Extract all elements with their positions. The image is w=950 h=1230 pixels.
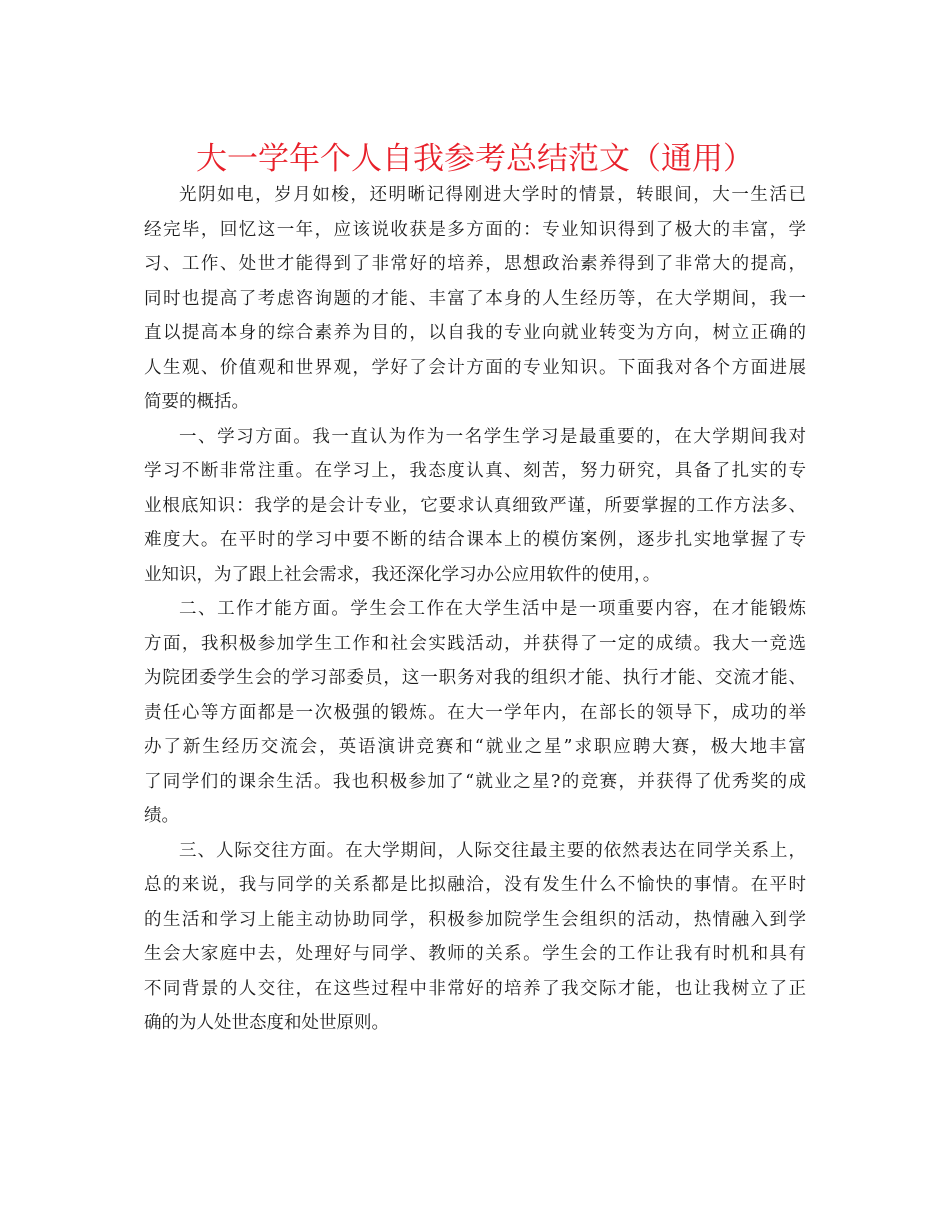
text-line: 业根底知识：我学的是会计专业，它要求认真细致严谨，所要掌握的工作方法多、 [144, 495, 806, 516]
text-line: 办了新生经历交流会，英语演讲竞赛和“就业之星”求职应聘大赛，极大地丰富 [144, 737, 806, 757]
paragraph-work [144, 592, 806, 834]
text-line: 难度大。在平时的学习中要不断的结合课本上的模仿案例，逐步扎实地掌握了专 [144, 530, 806, 550]
text-line: 不同背景的人交往，在这些过程中非常好的培养了我交际才能，也让我树立了正 [144, 978, 806, 999]
text-line: 二、工作才能方面。学生会工作在大学生活中是一项重要内容，在才能锻炼 [179, 599, 806, 619]
text-line: 为院团委学生会的学习部委员，这一职务对我的组织才能、执行才能、交流才能、 [144, 668, 806, 688]
text-line: 经完毕，回忆这一年，应该说收获是多方面的：专业知识得到了极大的丰富，学 [144, 219, 806, 240]
text-line: 习、工作、处世才能得到了非常好的培养，思想政治素养得到了非常大的提高， [144, 254, 806, 274]
document-title: 大一学年个人自我参考总结范文（通用） [196, 141, 754, 177]
text-line: 确的为人处世态度和处世原则。 [144, 1013, 389, 1033]
text-line: 直以提高本身的综合素养为目的，以自我的专业向就业转变为方向，树立正确的 [144, 323, 806, 343]
text-line: 人生观、价值观和世界观，学好了会计方面的专业知识。下面我对各个方面进展 [144, 357, 806, 378]
text-line: 方面，我积极参加学生工作和社会实践活动，并获得了一定的成绩。我大一竞选 [144, 633, 806, 654]
text-line: 同时也提高了考虑咨询题的才能、丰富了本身的人生经历等，在大学期间，我一 [144, 288, 806, 309]
paragraph-social [144, 834, 806, 1041]
text-line: 光阴如电，岁月如梭，还明晰记得刚进大学时的情景，转眼间，大一生活已 [179, 185, 806, 205]
text-line: 三、人际交往方面。在大学期间，人际交往最主要的依然表达在同学关系上， [179, 840, 806, 861]
text-line: 了同学们的课余生活。我也积极参加了“就业之星?的竞赛，并获得了优秀奖的成 [144, 771, 806, 792]
paragraph-study [144, 420, 806, 593]
document-body [144, 178, 806, 1041]
text-line: 学习不断非常注重。在学习上，我态度认真、刻苦，努力研究，具备了扎实的专 [144, 461, 806, 481]
text-line: 一、学习方面。我一直认为作为一名学生学习是最重要的，在大学期间我对 [179, 426, 806, 447]
text-line: 生会大家庭中去，处理好与同学、教师的关系。学生会的工作让我有时机和具有 [144, 944, 806, 964]
text-line: 绩。 [144, 806, 179, 826]
text-line: 简要的概括。 [144, 392, 249, 412]
text-line: 的生活和学习上能主动协助同学，积极参加院学生会组织的活动，热情融入到学 [144, 909, 806, 930]
text-line: 总的来说，我与同学的关系都是比拟融洽，没有发生什么不愉快的事情。在平时 [144, 875, 806, 895]
text-line: 责任心等方面都是一次极强的锻炼。在大一学年内，在部长的领导下，成功的举 [144, 702, 806, 723]
paragraph-intro [144, 178, 806, 420]
text-line: 业知识，为了跟上社会需求，我还深化学习办公应用软件的使用，。 [144, 564, 661, 585]
